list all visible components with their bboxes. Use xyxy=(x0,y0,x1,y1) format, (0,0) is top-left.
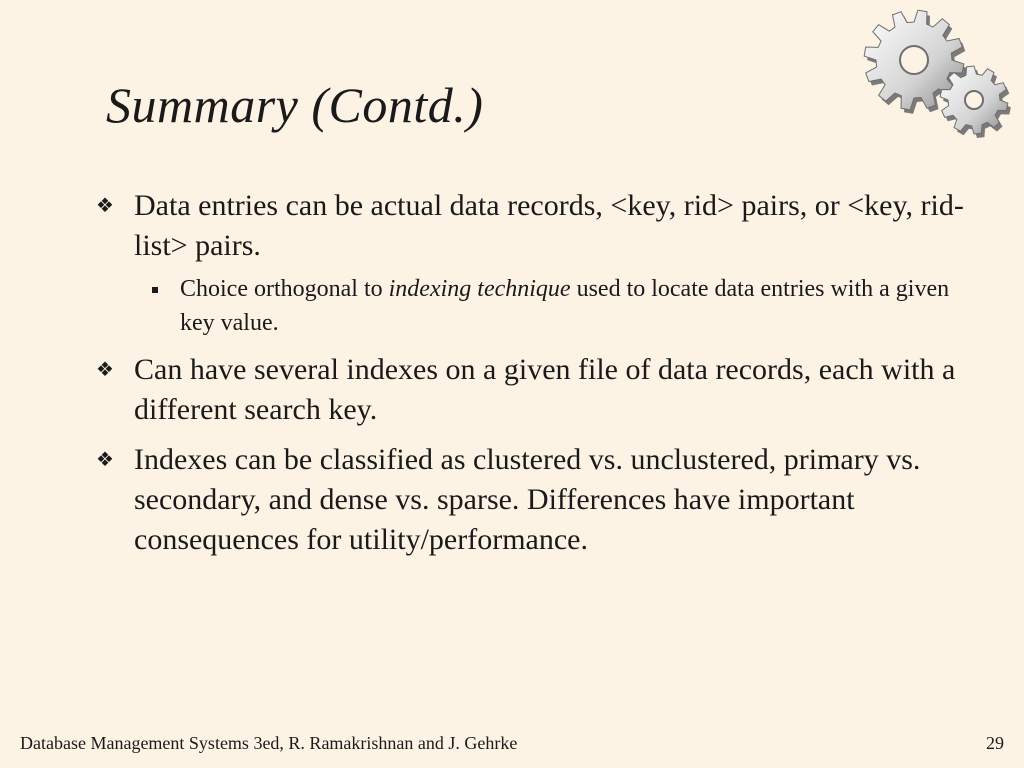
bullet-text: Can have several indexes on a given file of data records, each with a different search key. xyxy=(134,353,956,426)
bullet-item xyxy=(96,350,966,430)
slide-body xyxy=(96,186,966,570)
square-bullet-icon xyxy=(152,287,158,293)
bullet-item xyxy=(96,440,966,560)
sub-bullet-item xyxy=(180,272,966,340)
bullet-item xyxy=(96,186,966,266)
diamond-bullet-icon: ❖ xyxy=(96,449,114,471)
diamond-bullet-icon: ❖ xyxy=(96,195,114,217)
sub-bullet-text-after: used to locate data entries with a given key value. xyxy=(180,276,950,336)
gears-icon xyxy=(852,8,1024,138)
sub-bullet-emphasis: indexing technique xyxy=(388,276,571,302)
footer-source: Database Management Systems 3ed, R. Ramakrishnan and J. Gehrke xyxy=(20,733,518,753)
small-gear xyxy=(940,66,1011,138)
slide-title: Summary (Contd.) xyxy=(106,77,484,133)
diamond-bullet-icon: ❖ xyxy=(96,359,114,381)
sub-bullet-text-before: Choice orthogonal to xyxy=(180,276,389,302)
bullet-text: Indexes can be classified as clustered vs. unclustered, primary vs. secondary, and dense vs. sparse. Differences have important consequences for utility/performance. xyxy=(134,443,921,556)
bullet-text: Data entries can be actual data records, <key, rid> pairs, or <key, rid-list> pairs. xyxy=(134,189,964,262)
page-number: 29 xyxy=(986,733,1004,753)
